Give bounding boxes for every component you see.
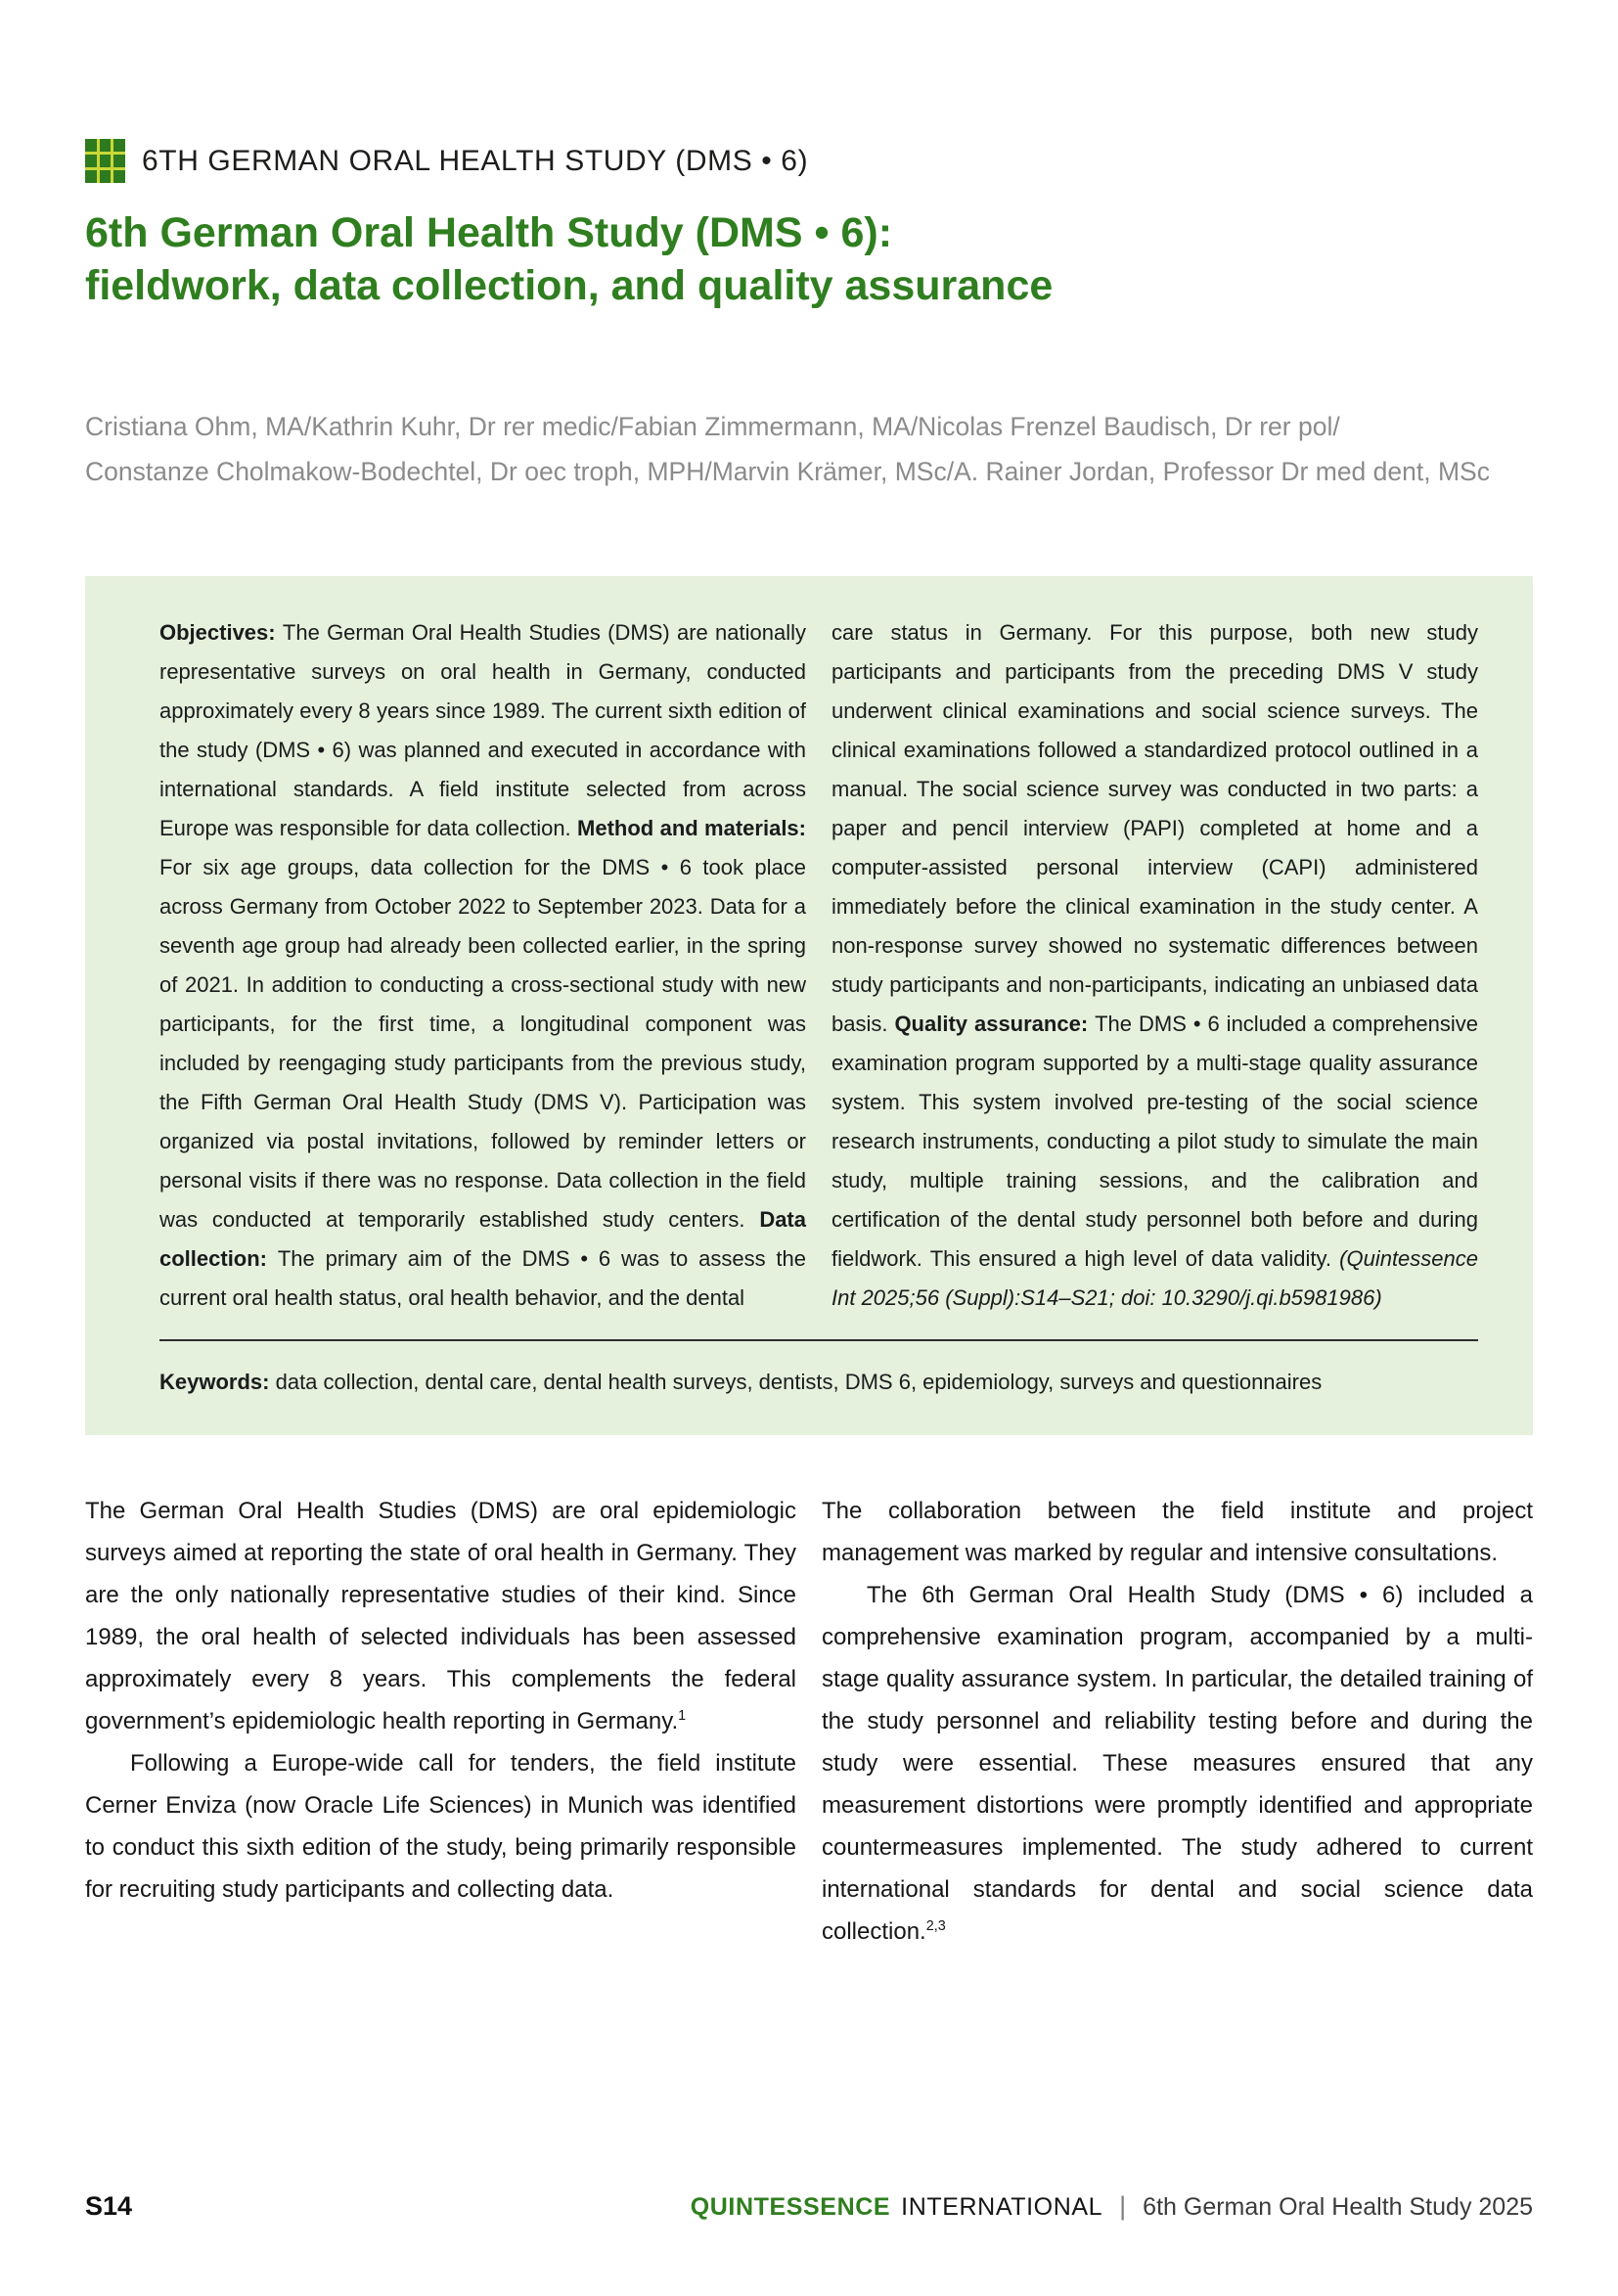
text-run: data collection, dental care, dental health surveys, dentists, DMS 6, epidemiology, surveys and questionnaires	[275, 1370, 1323, 1394]
body-column-right	[822, 1490, 1533, 1953]
body-columns	[85, 1490, 1533, 1953]
text-run: Keywords:	[159, 1370, 276, 1394]
abstract-box	[85, 576, 1533, 1435]
article-page	[0, 139, 1618, 1953]
body-paragraph	[822, 1490, 1533, 1574]
text-run: The 6th German Oral Health Study (DMS • 6) included a comprehensive examination program, accompanied by a multi-stage quality assurance system. In particular, the detailed training of the study personnel and reliability testing before and during the study were essential. These measures ensured that any measurement distortions were promptly identified and appropriate countermeasures implemented. The study adhered to current international standards for dental and social science data collection.	[822, 1582, 1533, 1945]
keywords-line	[159, 1363, 1478, 1402]
abstract-column-right	[831, 613, 1478, 1318]
page-title-line1: 6th German Oral Health Study (DMS • 6):	[85, 209, 893, 256]
author-line2: Constanze Cholmakow-Bodechtel, Dr oec troph, MPH/Marvin Krämer, MSc/A. Rainer Jordan, Professor Dr med dent, MSc	[85, 457, 1490, 486]
footer-separator: |	[1119, 2191, 1127, 2221]
section-kicker-row	[85, 139, 1533, 183]
footer-issue-info: 6th German Oral Health Study 2025	[1143, 2193, 1533, 2221]
body-paragraph	[822, 1574, 1533, 1953]
text-run: Quality assurance:	[894, 1012, 1096, 1036]
page-title	[85, 206, 1533, 312]
text-run: The German Oral Health Studies (DMS) are nationally representative surveys on oral health in Germany, conducted approximately every 8 years since 1989. The current sixth edition of the study (DMS • 6) was planned and executed in accordance with international standards. A field institute selected from across Europe was responsible for data collection.	[159, 620, 807, 840]
text-run: Data collection:	[159, 1207, 806, 1271]
abstract-columns	[159, 613, 1478, 1318]
page-title-line2: fieldwork, data collection, and quality assurance	[85, 262, 1054, 309]
text-run: The German Oral Health Studies (DMS) are oral epidemiologic surveys aimed at reporting the state of oral health in Germany. They are the only nationally representative studies of their kind. Since 1989, the oral health of selected individuals has been assessed approximately every 8 years. This complements the federal government’s epidemiologic health reporting in Germany.	[85, 1498, 796, 1734]
text-run: (Quintessence Int 2025;56 (Suppl):S14–S21; doi: 10.3290/j.qi.b5981986)	[831, 1246, 1478, 1310]
grid-icon	[85, 139, 125, 183]
footer-journal-name-bold: QUINTESSENCE	[690, 2193, 891, 2221]
text-run: Objectives:	[159, 620, 283, 645]
page-footer	[85, 2191, 1533, 2222]
text-run: The collaboration between the field institute and project management was marked by regular and intensive consultations.	[822, 1498, 1533, 1566]
section-kicker: 6TH GERMAN ORAL HEALTH STUDY (DMS • 6)	[142, 144, 809, 177]
body-column-left	[85, 1490, 796, 1953]
footer-journal-name-regular: INTERNATIONAL	[901, 2193, 1103, 2221]
abstract-column-left	[159, 613, 806, 1318]
text-run: The primary aim of the DMS • 6 was to assess the current oral health status, oral health behavior, and the dental	[159, 1246, 807, 1310]
reference-superscript: 2,3	[925, 1918, 946, 1934]
text-run: The DMS • 6 included a comprehensive examination program supported by a multi-stage quality assurance system. This system involved pre-testing of the social science research instruments, conducting a pilot study to simulate the main study, multiple training sessions, and the calibration and certification of the dental study personnel both before and during fieldwork. This ensured a high level of data validity.	[831, 1012, 1478, 1271]
author-list	[85, 404, 1533, 494]
footer-page-number: S14	[85, 2191, 133, 2221]
text-run: care status in Germany. For this purpose, both new study participants and participants from the preceding DMS V study underwent clinical examinations and social science surveys. The clinical examinations followed a standardized protocol outlined in a manual. The social science survey was conducted in two parts: a paper and pencil interview (PAPI) completed at home and a computer-assisted personal interview (CAPI) administered immediately before the clinical examination in the study center. A non-response survey showed no systematic differences between study participants and non-participants, indicating an unbiased data basis.	[831, 620, 1478, 1036]
body-paragraph	[85, 1490, 796, 1742]
reference-superscript: 1	[678, 1708, 687, 1724]
text-run: Following a Europe-wide call for tenders, the field institute Cerner Enviza (now Oracle Life Sciences) in Munich was identified to conduct this sixth edition of the study, being primarily responsible for recruiting study participants and collecting data.	[85, 1750, 796, 1903]
body-paragraph	[85, 1742, 796, 1911]
text-run: Method and materials:	[577, 816, 806, 840]
text-run: For six age groups, data collection for the DMS • 6 took place across Germany from October 2022 to September 2023. Data for a seventh age group had already been collected earlier, in the spring of 2021. In addition to conducting a cross-sectional study with new participants, for the first time, a longitudinal component was included by reengaging study participants from the previous study, the Fifth German Oral Health Study (DMS V). Participation was organized via postal invitations, followed by reminder letters or personal visits if there was no response. Data collection in the field was conducted at temporarily established study centers.	[159, 855, 806, 1232]
keywords-divider	[159, 1339, 1478, 1341]
footer-journal-line	[691, 2191, 1533, 2222]
author-line1: Cristiana Ohm, MA/Kathrin Kuhr, Dr rer medic/Fabian Zimmermann, MA/Nicolas Frenzel Baudisch, Dr rer pol/	[85, 412, 1340, 441]
